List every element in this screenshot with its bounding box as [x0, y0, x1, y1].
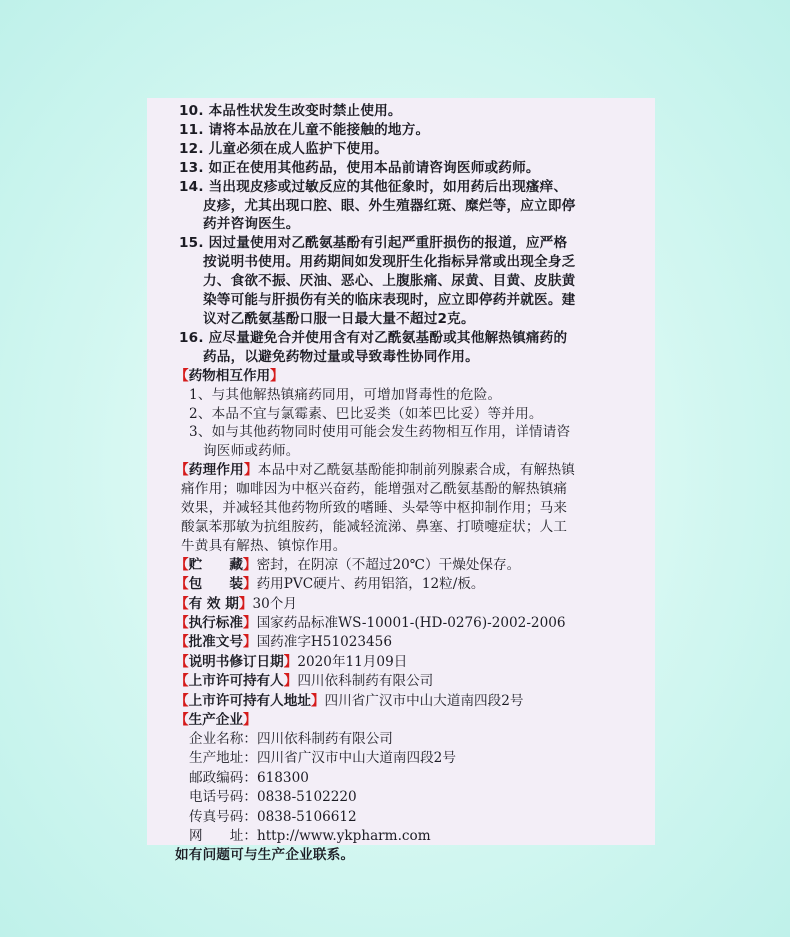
production-address: 生产地址：四川省广汉市中山大道南四段2号 — [189, 750, 456, 767]
fax-number: 传真号码：0838-5106612 — [189, 808, 357, 825]
storage-field: 【贮 藏】密封，在阴凉（不超过20℃）干燥处保存。 — [175, 556, 521, 573]
company-name: 企业名称：四川依科制药有限公司 — [189, 730, 393, 747]
manufacturer-section — [159, 711, 645, 846]
precaution-14: 14. 当出现皮疹或过敏反应的其他征象时，如用药后出现瘙痒、 — [179, 178, 568, 195]
pharmacology-line: 效果，并减轻其他药物所致的嗜睡、头晕等中枢抑制作用；马来 — [181, 500, 568, 517]
precautions-section — [159, 102, 645, 367]
interaction-item: 3、如与其他药物同时使用可能会发生药物相互作用，详情请咨 — [189, 424, 571, 441]
postal-code: 邮政编码：618300 — [189, 769, 309, 786]
section-heading: 【生产企业】 — [175, 712, 257, 728]
phone-number: 电话号码：0838-5102220 — [189, 789, 357, 806]
license-holder-field: 【上市许可持有人】四川依科制药有限公司 — [175, 673, 434, 690]
license-holder-address-field: 【上市许可持有人地址】四川省广汉市中山大道南四段2号 — [175, 692, 524, 709]
fields-section — [159, 556, 645, 711]
pharmacology-line: 牛黄具有解热、镇惊作用。 — [181, 537, 347, 554]
section-heading: 药理作用 — [188, 462, 244, 479]
precaution-15-cont: 力、食欲不振、厌油、恶心、上腹胀痛、尿黄、目黄、皮肤黄 — [203, 273, 576, 290]
precaution-15-cont: 染等可能与肝损伤有关的临床表现时，应立即停药并就医。建 — [203, 292, 576, 309]
standard-field: 【执行标准】国家药品标准WS-10001-(HD-0276)-2002-2006 — [175, 614, 566, 631]
pharmacology-line: 酸氯苯那敏为抗组胺药，能减轻流涕、鼻塞、打喷嚏症状；人工 — [181, 518, 568, 535]
precaution-15: 15. 因过量使用对乙酰氨基酚有引起严重肝损伤的报道，应严格 — [179, 235, 568, 252]
precaution-11: 11. 请将本品放在儿童不能接触的地方。 — [179, 121, 430, 138]
section-heading: 【药物相互作用】 — [175, 367, 284, 384]
pharmacology-first-line: 【药理作用】本品中对乙酰氨基酚能抑制前列腺素合成，有解热镇 — [175, 462, 576, 479]
precaution-16-cont: 药品，以避免药物过量或导致毒性协同作用。 — [203, 348, 479, 365]
revision-date-field: 【说明书修订日期】2020年11月09日 — [175, 653, 408, 670]
precaution-10: 10. 本品性状发生改变时禁止使用。 — [179, 103, 402, 119]
package-field: 【包 装】药用PVC硬片、药用铝箔，12粒/板。 — [175, 576, 485, 593]
precaution-14-cont: 药并咨询医生。 — [203, 216, 300, 233]
pharmacology-line: 痛作用；咖啡因为中枢兴奋药，能增强对乙酰氨基酚的解热镇痛 — [181, 481, 568, 498]
pharmacology-section — [159, 461, 645, 556]
approval-number-field: 【批准文号】国药准字H51023456 — [175, 634, 392, 651]
precaution-13: 13. 如正在使用其他药品，使用本品前请咨询医师或药师。 — [179, 159, 540, 176]
website: 网 址：http://www.ykpharm.com — [189, 827, 431, 844]
precaution-15-cont: 议对乙酰氨基酚口服一日最大量不超过2克。 — [203, 310, 475, 327]
expiry-field: 【有 效 期】30个月 — [175, 595, 297, 612]
interactions-section — [159, 367, 645, 462]
contact-footer: 如有问题可与生产企业联系。 — [175, 847, 355, 864]
interaction-item: 2、本品不宜与氯霉素、巴比妥类（如苯巴比妥）等并用。 — [189, 405, 543, 422]
interaction-item-cont: 询医师或药师。 — [203, 443, 300, 460]
precaution-16: 16. 应尽量避免合并使用含有对乙酰氨基酚或其他解热镇痛药的 — [179, 329, 568, 346]
instruction-leaflet — [147, 98, 655, 864]
precaution-14-cont: 皮疹，尤其出现口腔、眼、外生殖器红斑、糜烂等，应立即停 — [203, 197, 576, 214]
precaution-15-cont: 按说明书使用。用药期间如发现肝生化指标异常或出现全身乏 — [203, 254, 576, 271]
interaction-item: 1、与其他解热镇痛药同用，可增加肾毒性的危险。 — [189, 386, 502, 403]
precaution-12: 12. 儿童必须在成人监护下使用。 — [179, 140, 388, 157]
